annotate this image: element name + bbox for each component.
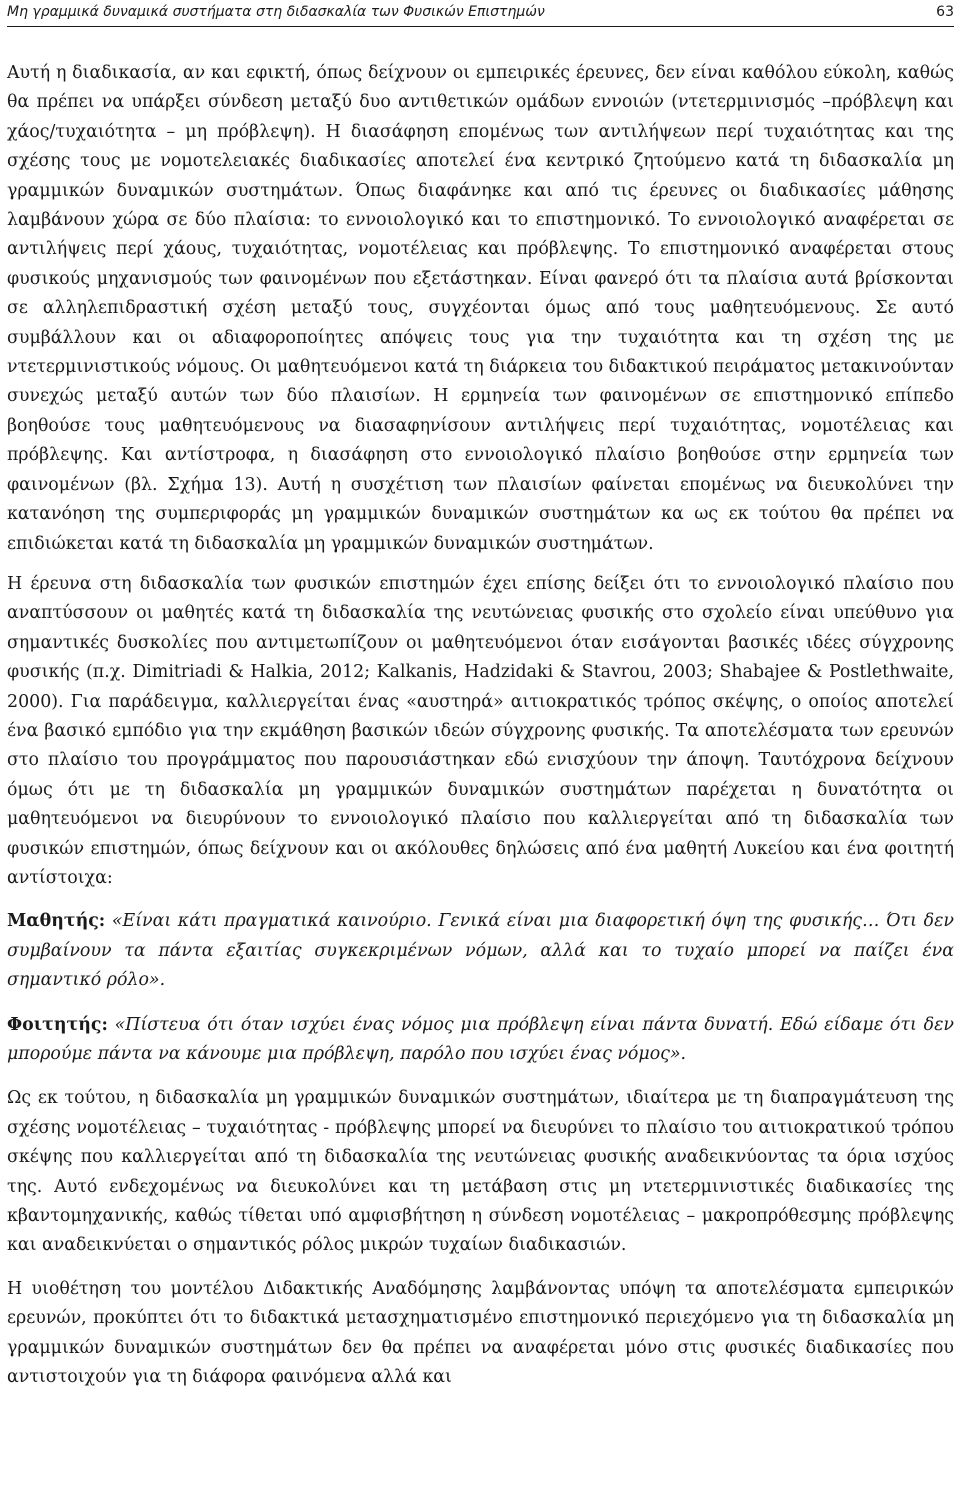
quote-speaker: Μαθητής: [7,911,106,932]
body-text [7,59,954,1392]
paragraph: Ως εκ τούτου, η διδασκαλία μη γραμμικών δυναμικών συστημάτων, ιδιαίτερα με τη διαπραγμάτευση της σχέσης νομοτέλειας – τυχαιότητας - πρόβλεψης μπορεί να διευρύνει το πλαίσιο του αιτιοκρατικού τρόπου σκέψης που καλλιεργείται από τη διδασκαλία της νευτώνειας φυσικής αναδεικνύοντας τα όρια ισχύος της. Αυτό ενδεχομένως να διευκολύνει και τη μετάβαση στις μη ντετερμινιστικές διαδικασίες της κβαντομηχανικής, καθώς τίθεται υπό αμφισβήτηση η σύνδεση νομοτέλειας – μακροπρόθεσμης πρόβλεψης και αναδεικνύεται ο σημαντικός ρόλος μικρών τυχαίων διαδικασιών. [7,1088,954,1256]
student-quote [7,907,954,995]
quote-speaker: Φοιτητής: [7,1014,108,1035]
quote-text: «Είναι κάτι πραγματικά καινούριο. Γενικά είναι μια διαφορετική όψη της φυσικής… Ότι δεν συμβαίνουν τα πάντα εξαιτίας συγκεκριμένων νόμων, αλλά και το τυχαίο μπορεί να παίζει ένα σημαντικό ρόλο». [7,911,954,991]
paragraph: Η έρευνα στη διδασκαλία των φυσικών επιστημών έχει επίσης δείξει ότι το εννοιολογικό πλαίσιο που αναπτύσσουν οι μαθητές κατά τη διδασκαλία της νευτώνειας φυσικής στο σχολείο είναι υπεύθυνο για σημαντικές δυσκολίες που αντιμετωπίζουν οι μαθητευόμενοι όταν εισάγονται βασικές ιδέες σύγχρονης φυσικής (π.χ. Dimitriadi & Halkia, 2012; Kalkanis, Hadzidaki & Stavrou, 2003; Shabajee & Postlethwaite, 2000). Για παράδειγμα, καλλιεργείται ένας «αυστηρά» αιτιοκρατικός τρόπος σκέψης, ο οποίος αποτελεί ένα βασικό εμπόδιο για την εκμάθηση βασικών ιδεών σύγχρονης φυσικής. Τα αποτελέσματα των ερευνών στο πλαίσιο του προγράμματος που παρουσιάστηκαν εδώ ενισχύουν την άποψη. Ταυτόχρονα δείχνουν όμως ότι με τη διδασκαλία μη γραμμικών δυναμικών συστημάτων παρέχεται η δυνατότητα οι μαθητευόμενοι να διευρύνουν το εννοιολογικό πλαίσιο που καλλιεργείται από τη διδασκαλία των φυσικών επιστημών, όπως δείχνουν και οι ακόλουθες δηλώσεις από ένα μαθητή Λυκείου και ένα φοιτητή αντίστοιχα: [7,573,954,888]
page-header [7,0,954,27]
paragraph: Αυτή η διαδικασία, αν και εφικτή, όπως δείχνουν οι εμπειρικές έρευνες, δεν είναι καθόλου εύκολη, καθώς θα πρέπει να υπάρξει σύνδεση μεταξύ δυο αντιθετικών ομάδων εννοιών (ντετερμινισμός –πρόβλεψη και χάος/τυχαιότητα – μη πρόβλεψη). Η διασάφηση επομένως των αντιλήψεων περί τυχαιότητας και της σχέσης τους με νομοτελειακές διαδικασίες αποτελεί ένα κεντρικό ζητούμενο κατά τη διδασκαλία μη γραμμικών δυναμικών συστημάτων. Όπως διαφάνηκε και από τις έρευνες οι διαδικασίες μάθησης λαμβάνουν χώρα σε δύο πλαίσια: το εννοιολογικό και το επιστημονικό. Το εννοιολογικό αναφέρεται σε αντιλήψεις περί χάους, τυχαιότητας, νομοτέλειας και πρόβλεψης. Το επιστημονικό αναφέρεται στους φυσικούς μηχανισμούς των φαινομένων που εξετάστηκαν. Είναι φανερό ότι τα πλαίσια αυτά βρίσκονται σε αλληλεπιδραστική σχέση μεταξύ τους, συγχέονται όμως από τους μαθητευόμενους. Σε αυτό συμβάλλουν και οι αδιαφοροποίητες απόψεις τους για την τυχαιότητα και τη σχέση της με ντετερμινιστικούς νόμους. Οι μαθητευόμενοι κατά τη διάρκεια του διδακτικού πειράματος μετακινούνταν συνεχώς μεταξύ αυτών των δύο πλαισίων. Η ερμηνεία των φαινομένων σε επιστημονικό επίπεδο βοηθούσε τους μαθητευόμενους να διασαφηνίσουν αντιλήψεις περί τυχαιότητας, νομοτέλειας και πρόβλεψης. Και αντίστροφα, η διασάφηση στο εννοιολογικό πλαίσιο βοηθούσε στην ερμηνεία των φαινομένων (βλ. Σχήμα 13). Αυτή η συσχέτιση των πλαισίων φαίνεται επομένως να διευκολύνει την κατανόηση της συμπεριφοράς μη γραμμικών δυναμικών συστημάτων κα ως εκ τούτου θα πρέπει να επιδιώκεται κατά τη διδασκαλία μη γραμμικών δυναμικών συστημάτων. [7,63,955,554]
university-student-quote [7,1011,954,1070]
quote-text: «Πίστευα ότι όταν ισχύει ένας νόμος μια πρόβλεψη είναι πάντα δυνατή. Εδώ είδαμε ότι δεν μπορούμε πάντα να κάνουμε μια πρόβλεψη, παρόλο που ισχύει ένας νόμος». [7,1014,954,1064]
paragraph: Η υιοθέτηση του μοντέλου Διδακτικής Αναδόμησης λαμβάνοντας υπόψη τα αποτελέσματα εμπειρικών ερευνών, προκύπτει ότι το διδακτικά μετασχηματισμένο επιστημονικό περιεχόμενο για τη διδασκαλία μη γραμμικών δυναμικών συστημάτων δεν θα πρέπει να αναφέρεται μόνο στις φυσικές διαδικασίες που αντιστοιχούν για τη διάφορα φαινόμενα αλλά και [7,1278,954,1388]
running-title: Μη γραμμικά δυναμικά συστήματα στη διδασκαλία των Φυσικών Επιστημών [7,4,545,20]
page-number: 63 [936,4,954,20]
